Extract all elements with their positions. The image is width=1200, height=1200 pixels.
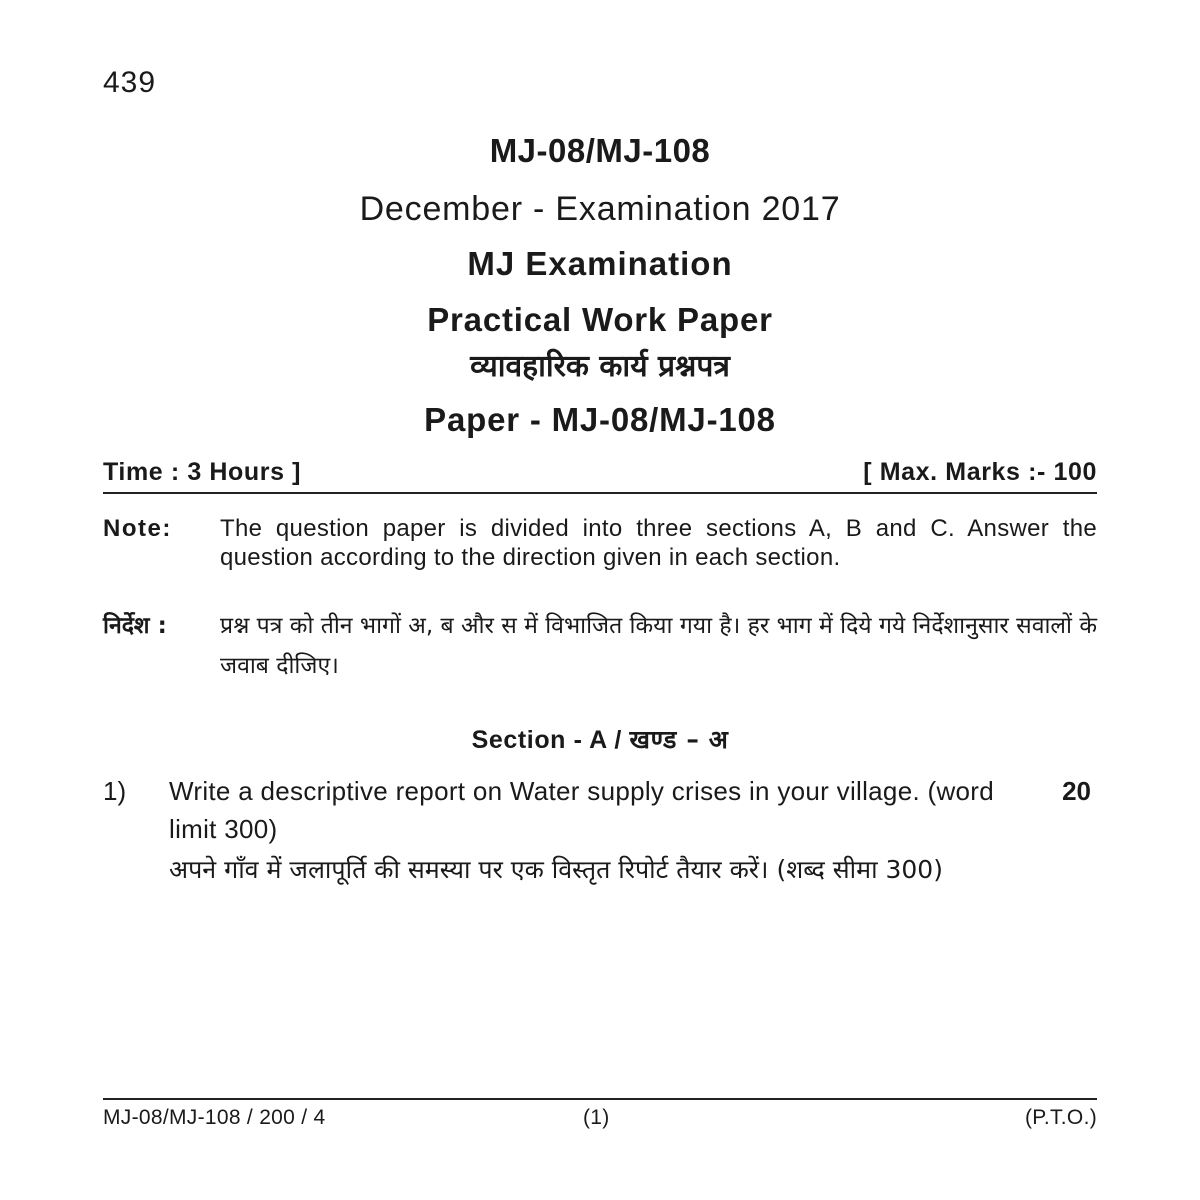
nirdesh-text: प्रश्न पत्र को तीन भागों अ, ब और स में विभाजित किया गया है। हर भाग में दिये गये निर्देशानुसार सवालों के जवाब दीजिए। — [220, 613, 1097, 679]
section-title-hindi: खण्ड – अ — [629, 725, 729, 754]
note-label: Note: — [103, 515, 172, 542]
page-footer — [103, 1106, 1097, 1136]
header-divider — [103, 492, 1097, 494]
question-text-english: Write a descriptive report on Water supply crises in your village. (word limit 300) — [169, 776, 995, 844]
time-allowed: Time : 3 Hours ] — [103, 458, 302, 486]
question-number: 1) — [103, 776, 127, 806]
question-marks: 20 — [1062, 776, 1091, 806]
paper-code: MJ-08/MJ-108 — [489, 132, 711, 169]
exam-session: December - Examination 2017 — [359, 190, 841, 228]
footer-pto: (P.T.O.) — [1024, 1106, 1097, 1129]
footer-divider — [103, 1098, 1097, 1100]
nirdesh-label: निर्देश : — [103, 613, 167, 639]
max-marks: [ Max. Marks :- 100 — [863, 458, 1097, 486]
note-text: The question paper is divided into three sections A, B and C. Answer the question according to the direction given in each section. — [220, 515, 1097, 571]
paper-label: Paper - MJ-08/MJ-108 — [424, 401, 776, 438]
page-number: 439 — [103, 66, 157, 99]
paper-title-hindi: व्यावहारिक कार्य प्रश्नपत्र — [470, 349, 730, 384]
question-text-hindi: अपने गाँव में जलापूर्ति की समस्या पर एक विस्तृत रिपोर्ट तैयार करें। (शब्द सीमा 300) — [169, 855, 943, 884]
section-a-title — [0, 722, 1200, 756]
paper-title: Practical Work Paper — [427, 301, 773, 338]
section-title-english: Section - A / — [471, 726, 630, 754]
time-marks-row — [103, 458, 1097, 492]
paper-header — [0, 128, 1200, 444]
exam-name: MJ Examination — [467, 245, 733, 282]
footer-code: MJ-08/MJ-108 / 200 / 4 — [103, 1106, 326, 1129]
footer-page-number: (1) — [583, 1106, 610, 1129]
